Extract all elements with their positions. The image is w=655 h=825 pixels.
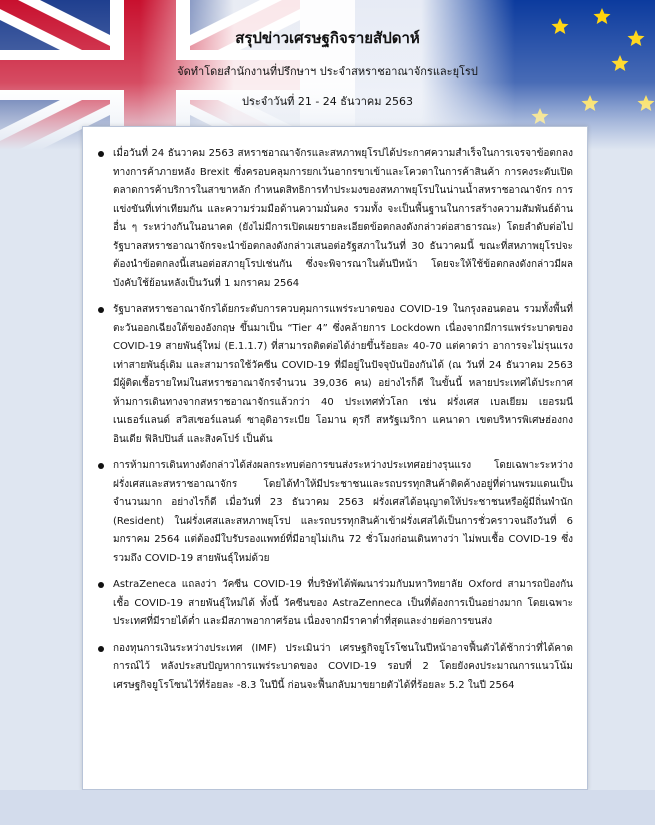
news-item-uk-tier4: รัฐบาลสหราชอาณาจักรได้ยกระดับการควบคุมการแพร่ระบาดของ COVID-19 ในกรุงลอนดอน รวมทั้งพื้นที่ตะวันออกเฉียงใต้ของอังกฤษ ขึ้นมาเป็น “Tier 4” ซึ่งคล้ายการ Lockdown เนื่องจากมีการแพร่ระบาดของ COVID-19 สายพันธุ์ใหม่ (E.1.1.7) ที่สามารถติดต่อได้ง่ายขึ้นร้อยละ 40-70 แต่คาดว่า อาการจะไม่รุนแรงเท่าสายพันธุ์เดิม และสามารถใช้วัคซีน COVID-19 ที่มีอยู่ในปัจจุบันป้องกันได้ (ณ วันที่ 24 ธันวาคม 2563 มีผู้ติดเชื้อรายใหม่ในสหราชอาณาจักรจำนวน 39,036 คน) อย่างไรก็ดี ในขั้นนี้ หลายประเทศได้ประกาศห้ามการเดินทางจากสหราชอาณาจักรแล้วกว่า 40 ประเทศทั่วโลก เช่น ฝรั่งเศส เบลเยียม เยอรมนี เนเธอร์แลนด์ สวิสเซอร์แลนด์ ซาอุดิอาระเบีย โอมาน ตุรกี สหรัฐเมริกา แคนาดา เขตบริหารพิเศษฮ่องกง อินเดีย ฟิลิปปินส์ และสิงคโปร์ เป็นต้น [113,301,573,449]
news-item-astrazeneca: AstraZeneca แถลงว่า วัคซีน COVID-19 ที่บริษัทได้พัฒนาร่วมกับมหาวิทยาลัย Oxford สามารถป้องกันเชื้อ COVID-19 สายพันธุ์ใหม่ได้ ทั้งนี้ วัคซีนของ AstraZenneca เป็นที่ต้องการเป็นอย่างมาก โดยเฉพาะประเทศที่มีรายได้ต่ำ และมีสภาพอากาศร้อน เนื่องจากมีราคาต่ำที่สุดและง่ายต่อการขนส่ง [113,576,573,632]
report-date: ประจำวันที่ 21 - 24 ธันวาคม 2563 [241,95,413,108]
footer-band [0,790,655,825]
news-summary-box [82,126,588,790]
news-list [113,145,573,695]
page-subtitle: จัดทำโดยสำนักงานที่ปรึกษาฯ ประจำสหราชอาณาจักรและยุโรป [177,65,478,78]
news-item-brexit-trade-deal: เมื่อวันที่ 24 ธันวาคม 2563 สหราชอาณาจักรและสหภาพยุโรปได้ประกาศความสำเร็จในการเจรจาข้อตกลงทางการค้าภายหลัง Brexit ซึ่งครอบคลุมการยกเว้นอากรขาเข้าและโควตาในการค้าสินค้า การคงระดับเปิดตลาดการค้าบริการในสาขาหลัก กำหนดสิทธิการทำประมงของสหภาพยุโรปในน่านน้ำสหราชอาณาจักร การแข่งขันที่เท่าเทียมกัน และความร่วมมือด้านความมั่นคง รวมทั้ง จะเป็นพื้นฐานในการสร้างความสัมพันธ์ด้านอื่น ๆ ระหว่างกันในอนาคต (ยังไม่มีการเปิดเผยรายละเอียดข้อตกลงดังกล่าวต่อสาธารณะ) โดยลำดับต่อไป รัฐบาลสหราชอาณาจักรจะนำข้อตกลงดังกล่าวเสนอต่อรัฐสภาในวันที่ 30 ธันวาคมนี้ ขณะที่สหภาพยุโรปจะต้องนำข้อตกลงนี้เสนอต่อสภายุโรปเช่นกัน ซึ่งจะพิจารณาในต้นปีหน้า โดยจะให้ใช้ข้อตกลงดังกล่าวมีผลบังคับใช้ย้อนหลังเป็นวันที่ 1 มกราคม 2564 [113,145,573,293]
page-header [0,26,655,110]
news-item-imf-eurozone: กองทุนการเงินระหว่างประเทศ (IMF) ประเมินว่า เศรษฐกิจยูโรโซนในปีหน้าอาจฟื้นตัวได้ช้ากว่าที่ได้คาดการณ์ไว้ หลังประสบปัญหาการแพร่ระบาดของ COVID-19 รอบที่ 2 โดยยังคงประมาณการแนวโน้มเศรษฐกิจยูโรโซนไว้ที่ร้อยละ -8.3 ในปีนี้ ก่อนจะฟื้นกลับมาขยายตัวได้ที่ร้อยละ 5.2 ในปี 2564 [113,640,573,696]
page-title: สรุปข่าวเศรษฐกิจรายสัปดาห์ [235,29,420,47]
news-item-travel-ban: การห้ามการเดินทางดังกล่าวได้ส่งผลกระทบต่อการขนส่งระหว่างประเทศอย่างรุนแรง โดยเฉพาะระหว่างฝรั่งเศสและสหราชอาณาจักร โดยได้ทำให้มีประชาชนและรถบรรทุกสินค้าติดค้างอยู่ที่ด่านพรมแดนเป็นจำนวนมาก อย่างไรก็ดี เมื่อวันที่ 23 ธันวาคม 2563 ฝรั่งเศสได้อนุญาตให้ประชาชนหรือผู้มีถิ่นพำนัก (Resident) ในฝรั่งเศสและสหภาพยุโรป และรถบรรทุกสินค้าเข้าฝรั่งเศสได้เป็นการชั่วคราวจนถึงวันที่ 6 มกราคม 2564 แต่ต้องมีใบรับรองแพทย์ที่มีอายุไม่เกิน 72 ชั่วโมงก่อนเดินทางว่า ไม่พบเชื้อ COVID-19 ซึ่งรวมถึง COVID-19 สายพันธุ์ใหม่ด้วย [113,457,573,568]
